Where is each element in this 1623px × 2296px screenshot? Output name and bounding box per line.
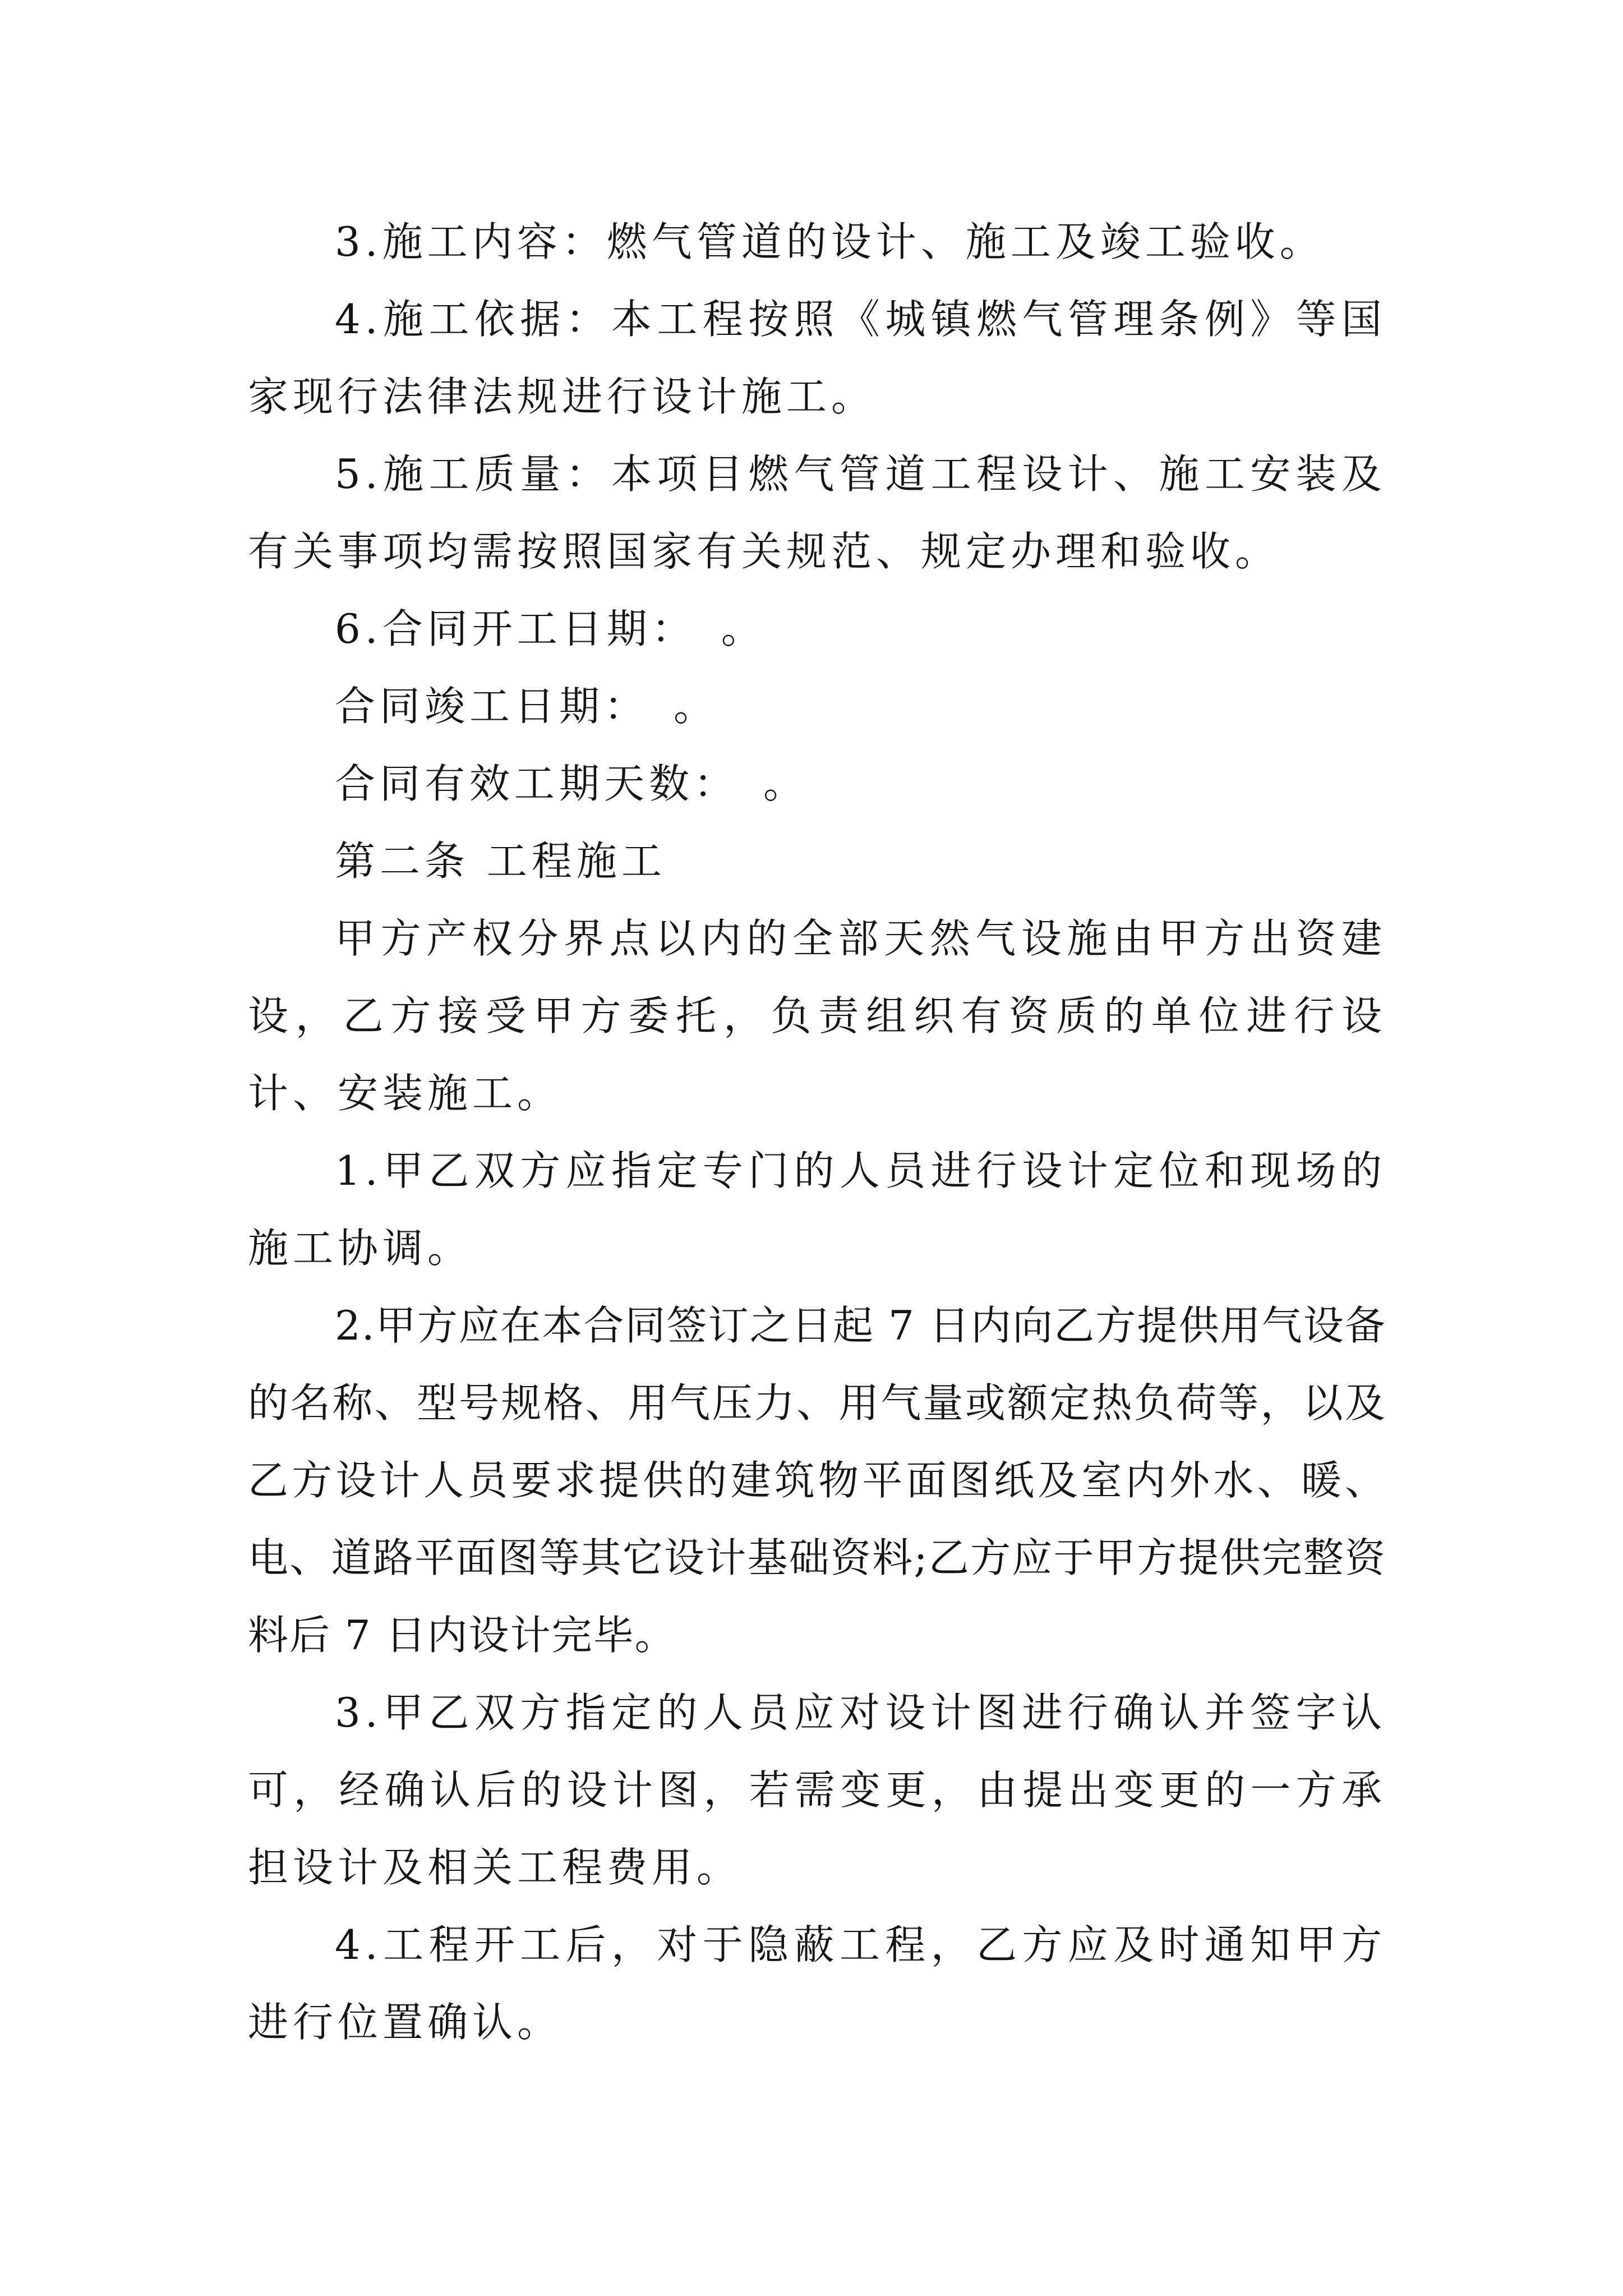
paragraph-item-3: 3.甲乙双方指定的人员应对设计图进行确认并签字认可，经确认后的设计图，若需变更，由提出变更的一方承担设计及相关工程费用。 [248,1689,1386,1891]
paragraph-duration-days: 合同有效工期天数： 。 [335,760,809,807]
section-heading-article-two: 第二条 工程施工 [335,838,666,885]
paragraph-construction-content: 3.施工内容：燃气管道的设计、施工及竣工验收。 [335,218,1325,265]
paragraph-property-boundary: 甲方产权分界点以内的全部天然气设施由甲方出资建设，乙方接受甲方委托，负责组织有资质的单位进行设计、安装施工。 [248,915,1386,1117]
paragraph-item-2: 2.甲方应在本合同签订之日起 7 日内向乙方提供用气设备的名称、型号规格、用气压力、用气量或额定热负荷等，以及乙方设计人员要求提供的建筑物平面图纸及室内外水、暖、电、道路平面图等其它设计基础资料;乙方应于甲方提供完整资料后 7 日内设计完毕。 [248,1302,1386,1659]
paragraph-item-1: 1.甲乙双方应指定专门的人员进行设计定位和现场的施工协调。 [248,1147,1386,1272]
paragraph-start-date: 6.合同开工日期： 。 [335,605,766,652]
paragraph-construction-basis: 4.施工依据：本工程按照《城镇燃气管理条例》等国家现行法律法规进行设计施工。 [248,296,1386,420]
paragraph-item-4: 4.工程开工后，对于隐蔽工程，乙方应及时通知甲方进行位置确认。 [248,1921,1386,2046]
paragraph-construction-quality: 5.施工质量：本项目燃气管道工程设计、施工安装及有关事项均需按照国家有关规范、规定办理和验收。 [248,450,1386,575]
document-body [248,203,1386,2061]
paragraph-completion-date: 合同竣工日期： 。 [335,683,719,730]
